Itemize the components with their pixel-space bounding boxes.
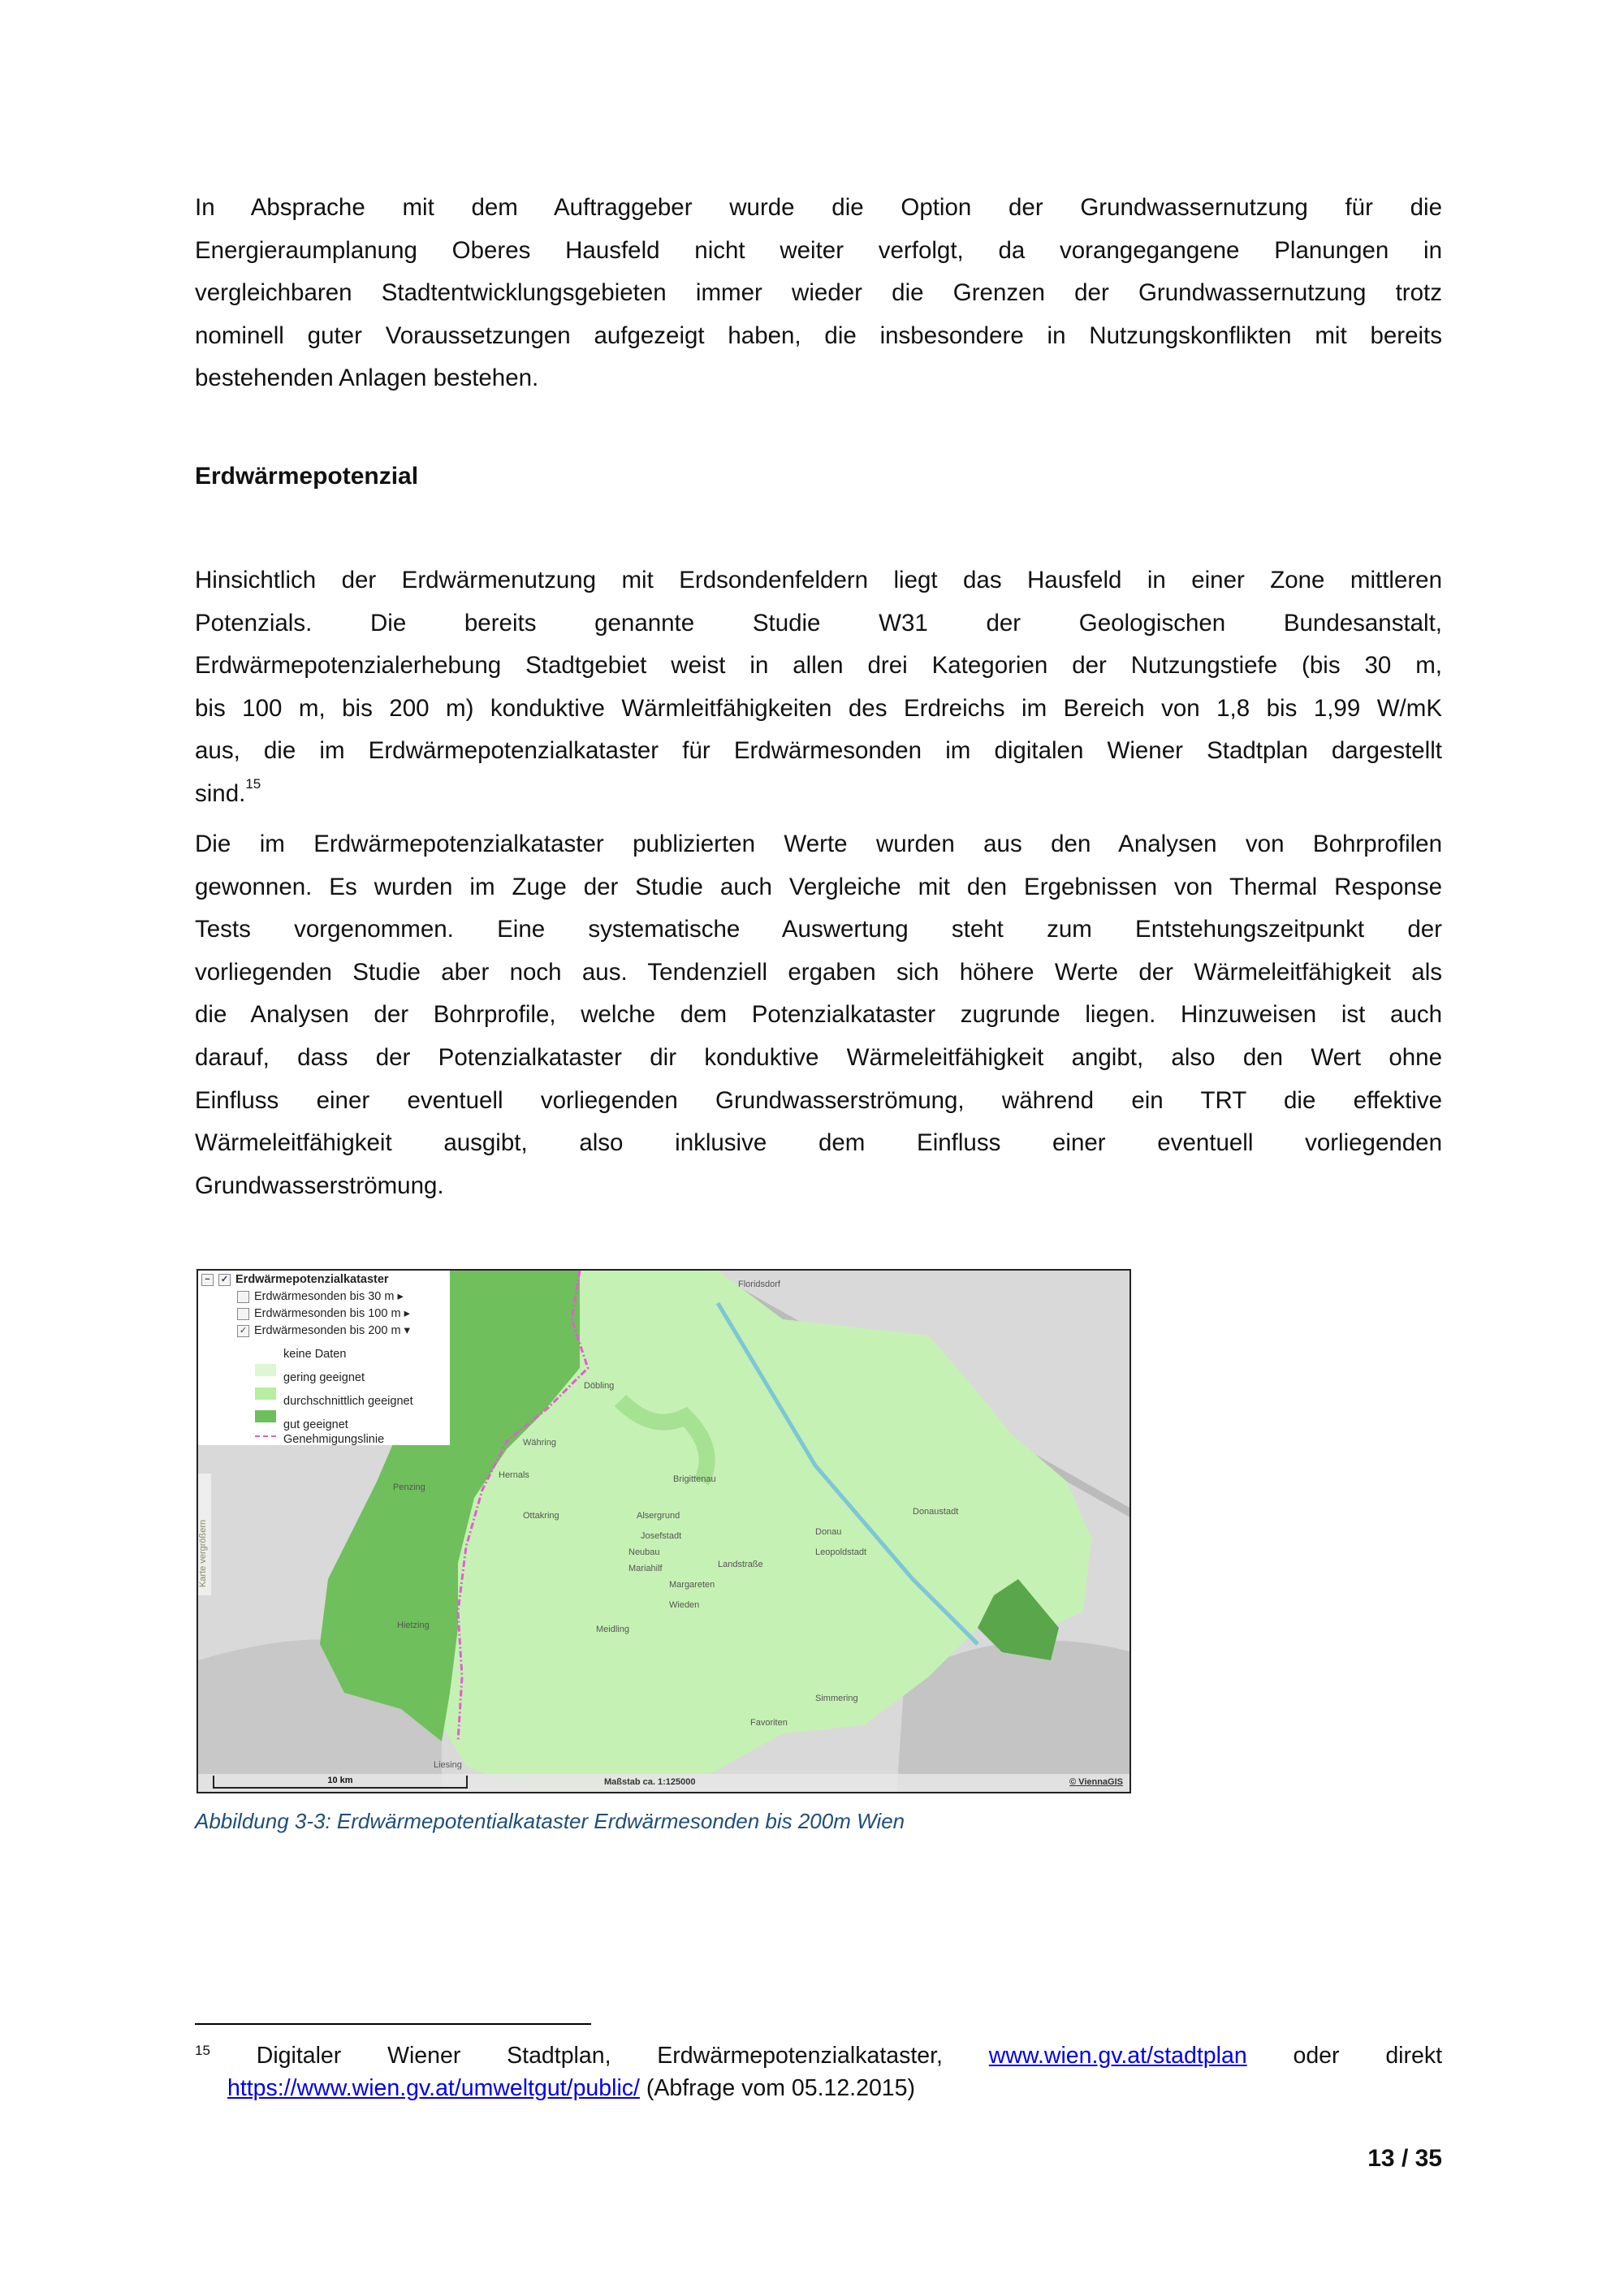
line-text: sind.	[195, 779, 246, 807]
swatch-durchschnittlich	[255, 1388, 276, 1400]
page-number: 13 / 35	[1367, 2145, 1442, 2172]
layer-checkbox-checked[interactable]: ✓	[237, 1325, 249, 1337]
layer-30m[interactable]	[237, 1290, 404, 1303]
layer-label: Erdwärmesonden bis 30 m	[254, 1290, 395, 1303]
svg-text:Donau: Donau	[815, 1527, 842, 1537]
paragraph-cadastre-values	[195, 823, 1442, 1207]
svg-text:Meidling: Meidling	[596, 1625, 629, 1634]
line-text: Einfluss einer eventuell vorliegenden Grundwasserströmung, während ein TRT die effektive	[195, 1086, 1442, 1114]
svg-text:Penzing: Penzing	[393, 1482, 425, 1492]
text-line	[195, 559, 1442, 602]
line-text: nominell guter Voraussetzungen aufgezeigt haben, die insbesondere in Nutzungskonflikten mit bereits	[195, 322, 1442, 349]
text-line	[195, 952, 1442, 995]
footnote	[195, 2039, 1442, 2104]
svg-text:Landstraße: Landstraße	[718, 1560, 763, 1569]
text-line	[195, 230, 1442, 273]
line-text: darauf, dass der Potenzialkataster dir konduktive Wärmeleitfähigkeit angibt, also den Wert ohne	[195, 1043, 1442, 1071]
scale-bar	[213, 1776, 468, 1789]
footnote-number: 15	[195, 2043, 210, 2058]
checkbox-checked-icon[interactable]: ✓	[218, 1274, 231, 1286]
text-line	[195, 1037, 1442, 1080]
line-text: Erdwärmepotenzialerhebung Stadtgebiet weist in allen drei Kategorien der Nutzungstiefe (bis 30 m,	[195, 652, 1442, 680]
text-line	[195, 1122, 1442, 1165]
enlarge-map-label: Karte vergrößern	[198, 1519, 208, 1587]
svg-text:Ottakring: Ottakring	[523, 1511, 559, 1521]
class-gering: gering geeignet	[283, 1371, 365, 1384]
footnote-text: oder direkt	[1293, 2043, 1443, 2069]
text-line	[195, 315, 1442, 358]
line-text: gewonnen. Es wurden im Zuge der Studie auch Vergleiche mit den Ergebnissen von Thermal Response	[195, 873, 1442, 900]
line-text: In Absprache mit dem Auftraggeber wurde die Option der Grundwassernutzung für die	[195, 194, 1442, 221]
line-text: Hinsichtlich der Erdwärmenutzung mit Erdsondenfeldern liegt das Hausfeld in einer Zone mittleren	[195, 567, 1442, 593]
line-text: vorliegenden Studie aber noch aus. Tendenziell ergaben sich höhere Werte der Wärmeleitfähigkeit als	[195, 958, 1442, 986]
line-text: die Analysen der Bohrprofile, welche dem Potenzialkataster zugrunde liegen. Hinzuweisen ist auch	[195, 1001, 1442, 1029]
text-line	[195, 908, 1442, 952]
footnote-reference[interactable]: 15	[245, 775, 261, 792]
text-line	[195, 645, 1442, 688]
class-durchschnittlich: durchschnittlich geeignet	[283, 1395, 413, 1408]
paragraph-groundwater	[195, 187, 1442, 400]
text-line	[195, 730, 1442, 773]
enlarge-map-tab[interactable]	[198, 1474, 211, 1595]
svg-text:Simmering: Simmering	[815, 1694, 858, 1703]
text-line	[195, 602, 1442, 645]
text-line	[195, 994, 1442, 1037]
layer-200m[interactable]	[237, 1324, 410, 1337]
expand-arrow-icon[interactable]: ▸	[404, 1307, 410, 1320]
text-line	[195, 1165, 1442, 1208]
figure-caption: Abbildung 3-3: Erdwärmepotentialkataster Erdwärmesonden bis 200m Wien	[195, 1809, 905, 1833]
swatch-gut	[255, 1410, 276, 1422]
text-line	[195, 688, 1442, 731]
line-text: Wärmeleitfähigkeit ausgibt, also inklusive dem Einfluss einer eventuell vorliegenden	[195, 1129, 1442, 1157]
expand-arrow-icon[interactable]: ▸	[397, 1290, 404, 1303]
scale-text: Maßstab ca. 1:125000	[604, 1777, 696, 1787]
footnote-text: Digitaler Wiener Stadtplan, Erdwärmepotenzialkataster,	[256, 2043, 943, 2069]
text-line	[195, 187, 1442, 230]
svg-text:Favoriten: Favoriten	[750, 1718, 788, 1728]
collapse-icon[interactable]: −	[201, 1274, 214, 1286]
layer-label: Erdwärmesonden bis 200 m	[254, 1324, 401, 1337]
swatch-genehmigungslinie	[255, 1435, 276, 1437]
copyright[interactable]: © ViennaGIS	[1069, 1777, 1123, 1787]
svg-text:Josefstadt: Josefstadt	[641, 1531, 682, 1541]
layer-checkbox[interactable]	[237, 1291, 249, 1303]
svg-text:Brigittenau: Brigittenau	[673, 1474, 716, 1484]
text-line	[195, 272, 1442, 315]
scale-bar-label: 10 km	[327, 1776, 353, 1785]
stadtplan-link[interactable]: www.wien.gv.at/stadtplan	[988, 2043, 1247, 2069]
svg-text:Alsergrund: Alsergrund	[637, 1511, 680, 1521]
footnote-divider	[195, 2023, 591, 2025]
collapse-arrow-icon[interactable]: ▾	[404, 1324, 410, 1337]
line-text: bestehenden Anlagen bestehen.	[195, 365, 539, 392]
svg-text:Hietzing: Hietzing	[397, 1621, 430, 1630]
svg-text:Wieden: Wieden	[669, 1600, 700, 1610]
svg-text:Döbling: Döbling	[584, 1381, 615, 1391]
line-text: Energieraumplanung Oberes Hausfeld nicht weiter verfolgt, da vorangegangene Planungen in	[195, 236, 1442, 264]
map-legend	[198, 1271, 450, 1445]
class-genehmigungslinie: Genehmigungslinie	[283, 1433, 385, 1446]
text-line	[195, 823, 1442, 866]
legend-root[interactable]	[201, 1273, 389, 1286]
legend-title: Erdwärmepotenzialkataster	[235, 1273, 389, 1286]
text-line	[195, 773, 1442, 816]
line-text: bis 100 m, bis 200 m) konduktive Wärmleitfähigkeiten des Erdreichs im Bereich von 1,8 bis 1,99 W/mK	[195, 694, 1442, 722]
layer-label: Erdwärmesonden bis 100 m	[254, 1307, 401, 1320]
svg-text:Margareten: Margareten	[669, 1580, 715, 1590]
line-text: aus, die im Erdwärmepotenzialkataster für Erdwärmesonden im digitalen Wiener Stadtplan dargestellt	[195, 737, 1442, 765]
svg-text:Mariahilf: Mariahilf	[628, 1564, 663, 1573]
svg-text:Liesing: Liesing	[434, 1760, 462, 1770]
svg-text:Leopoldstadt: Leopoldstadt	[815, 1547, 866, 1557]
layer-checkbox[interactable]	[237, 1308, 249, 1320]
class-gut: gut geeignet	[283, 1418, 348, 1431]
line-text: Grundwasserströmung.	[195, 1172, 444, 1199]
svg-text:Donaustadt: Donaustadt	[913, 1507, 959, 1517]
svg-text:Neubau: Neubau	[628, 1547, 660, 1557]
footnote-text: (Abfrage vom 05.12.2015)	[646, 2075, 915, 2101]
line-text: Die im Erdwärmepotenzialkataster publizierten Werte wurden aus den Analysen von Bohrprofilen	[195, 831, 1442, 857]
text-line	[195, 357, 1442, 400]
section-heading: Erdwärmepotenzial	[195, 463, 419, 490]
geothermal-map[interactable]	[197, 1269, 1131, 1793]
svg-text:Hernals: Hernals	[499, 1470, 529, 1480]
layer-100m[interactable]	[237, 1307, 410, 1320]
umweltgut-link[interactable]: https://www.wien.gv.at/umweltgut/public/	[227, 2075, 640, 2101]
svg-text:Währing: Währing	[523, 1438, 556, 1448]
text-line	[195, 866, 1442, 909]
line-text: Potenzials. Die bereits genannte Studie W31 der Geologischen Bundesanstalt,	[195, 609, 1442, 637]
svg-text:Floridsdorf: Floridsdorf	[738, 1280, 780, 1289]
text-line	[195, 1080, 1442, 1123]
class-keine-daten: keine Daten	[283, 1348, 347, 1361]
line-text: Tests vorgenommen. Eine systematische Auswertung steht zum Entstehungszeitpunkt der	[195, 916, 1442, 943]
swatch-gering	[255, 1364, 276, 1376]
line-text: vergleichbaren Stadtentwicklungsgebieten immer wieder die Grenzen der Grundwassernutzung trotz	[195, 279, 1442, 307]
paragraph-geothermal-potential	[195, 559, 1442, 816]
